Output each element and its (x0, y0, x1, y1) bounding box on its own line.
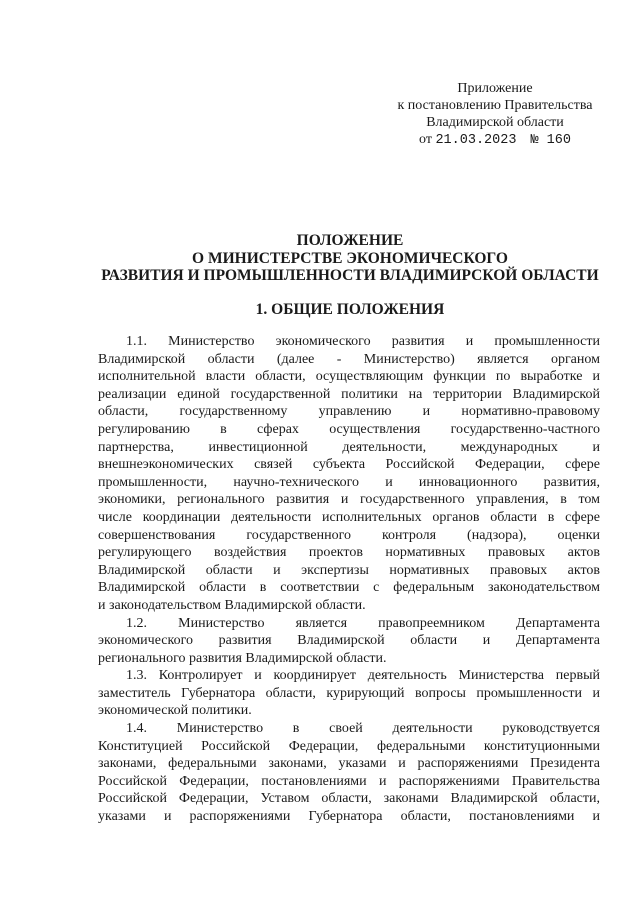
document-body (98, 333, 600, 826)
body-line: 1.1. Министерство экономического развития и промышленности (126, 334, 600, 349)
date-prefix: от (419, 132, 432, 147)
title-line-3: РАЗВИТИЯ И ПРОМЫШЛЕННОСТИ ВЛАДИМИРСКОЙ ОБЛАСТИ (101, 267, 599, 284)
title-line-2: О МИНИСТЕРСТВЕ ЭКОНОМИЧЕСКОГО (192, 249, 508, 267)
body-line: указами и распоряжениями Губернатора области, постановлениями и (98, 809, 600, 825)
body-line: партнерства, инвестиционной деятельности, международных и (98, 439, 600, 455)
body-line: регулирующего воздействия проектов нормативных правовых актов (98, 545, 600, 561)
body-line: Владимирской области в соответствии с федеральным законодательством (98, 580, 600, 596)
body-line: промышленности, научно-технического и инновационного развития, (98, 474, 600, 490)
body-line: 1.4. Министерство в своей деятельности руководствуется (126, 721, 600, 737)
body-line: Российской Федерации, Уставом области, законами Владимирской области, (98, 791, 600, 807)
body-line: экономической политики. (98, 703, 252, 719)
approval-line-2: к постановлению Правительства (397, 98, 593, 113)
body-line: заместитель Губернатора области, курирующий вопросы промышленности и (98, 685, 600, 701)
body-line: исполнительной власти области, осуществляющим функции по выработке и (98, 369, 600, 385)
approval-line-1: Приложение (457, 81, 533, 96)
body-line: внешнеэкономических связей субъекта Российской Федерации, сфере (98, 457, 600, 473)
approval-date: 21.03.2023 (435, 133, 517, 148)
document-title (90, 232, 610, 285)
body-line: законами, федеральными законами, указами и распоряжениями Президента (98, 756, 600, 772)
body-line: и законодательством Владимирской области. (98, 597, 366, 613)
body-line: Конституцией Российской Федерации, федеральными конституционными (98, 738, 600, 754)
body-line: 1.3. Контролирует и координирует деятельность Министерства первый (126, 668, 600, 684)
section-heading: 1. ОБЩИЕ ПОЛОЖЕНИЯ (255, 301, 445, 318)
body-line: Владимирской области и экспертизы нормативных правовых актов (98, 562, 600, 578)
body-line: экономики, регионального развития и государственного управления, в том (98, 492, 600, 508)
body-line: Российской Федерации, постановлениями и распоряжениями Правительства (98, 773, 600, 789)
title-line-1: ПОЛОЖЕНИЕ (296, 232, 404, 249)
approval-date-row (380, 131, 610, 149)
body-line: реализации единой государственной политики на территории Владимирской (98, 386, 600, 402)
approval-number: № 160 (530, 133, 571, 148)
body-line: числе координации деятельности исполнительных органов области в сфере (98, 509, 600, 525)
body-line: Владимирской области (далее - Министерство) является органом (98, 351, 600, 367)
body-line: области, государственному управлению и нормативно-правовому (98, 404, 600, 420)
approval-stamp (380, 80, 610, 149)
body-line: экономического развития Владимирской области и Департамента (98, 633, 600, 649)
body-line: 1.2. Министерство является правопреемником Департамента (126, 615, 600, 631)
body-line: регионального развития Владимирской области. (98, 650, 387, 666)
body-line: регулированию в сферах осуществления государственно-частного (98, 421, 600, 437)
approval-line-3: Владимирской области (426, 115, 564, 130)
body-line: совершенствования государственного контроля (надзора), оценки (98, 527, 600, 543)
